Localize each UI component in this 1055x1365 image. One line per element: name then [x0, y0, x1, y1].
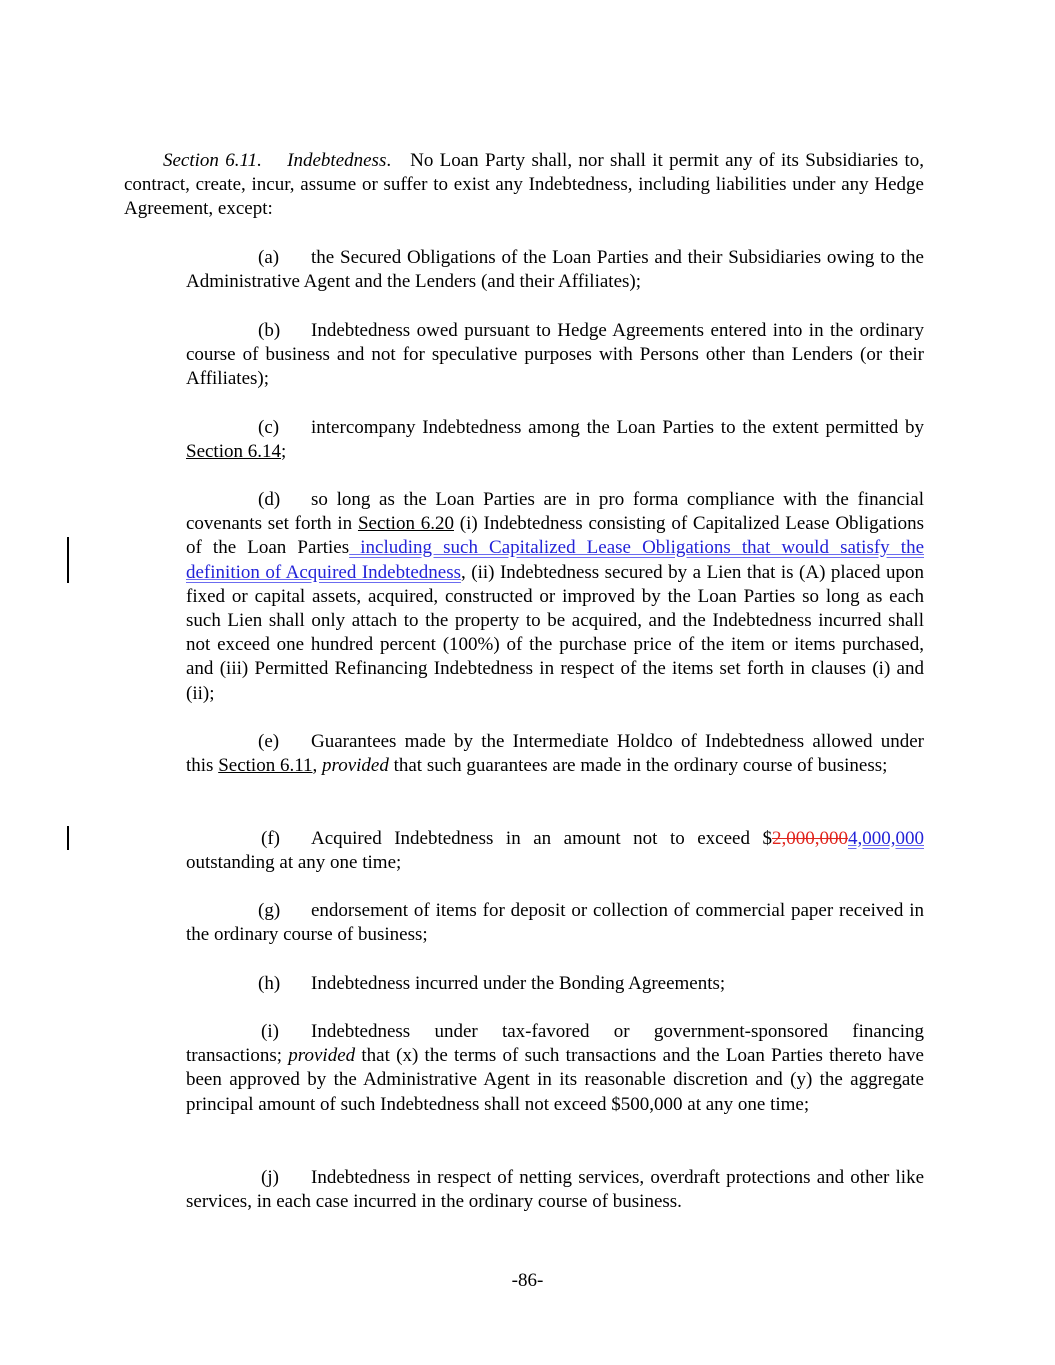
emphasis: provided [322, 755, 389, 777]
section-reference: Section 6.20 [357, 513, 454, 535]
clause-text: Acquired Indebtedness in an amount not to exceed $ [311, 828, 772, 849]
clause-text: outstanding at any one time; [186, 852, 402, 874]
clause-a [186, 246, 924, 294]
clause-j [186, 1166, 924, 1214]
clause-b [186, 319, 924, 392]
clause-text: Indebtedness owed pursuant to Hedge Agreements entered into in the ordinary course of business and not for speculative purposes with Persons other than Lenders (or their Affiliates); [186, 320, 924, 390]
inserted-text: including such Capitalized Lease Obligations that would satisfy the definition of Acquired Indebtedness [186, 537, 924, 583]
page-number: -86- [511, 1270, 544, 1291]
clause-c [186, 416, 924, 464]
clause-label: (g) [258, 900, 281, 921]
change-bar [67, 826, 69, 850]
section-reference: Section 6.11 [218, 755, 313, 777]
clause-label: (d) [258, 489, 281, 510]
clause-text: Guarantees made by the Intermediate Holdco of Indebtedness allowed under this [186, 731, 924, 777]
deleted-text: 2,000,000 [772, 828, 848, 849]
clause-text: that (x) the terms of such transactions and the Loan Parties thereto have been approved by the Administrative Agent in its reasonable discretion and (y) the aggregate principal amount of such Indebtedness shall not exceed $500,000 at any one time; [186, 1045, 924, 1115]
clause-h [186, 972, 924, 996]
clause-text: so long as the Loan Parties are in pro forma compliance with the financial covenants set forth in [186, 489, 924, 535]
section-heading-paragraph: Section 6.11. Indebtedness. No Loan Party shall, nor shall it permit any of its Subsidiaries to, contract, create, incur, assume or suffer to exist any Indebtedness, including liabilities under any Hedge Agreement, except: [124, 150, 925, 220]
clause-label: (c) [258, 417, 280, 438]
clause-f [186, 827, 924, 875]
section-number: Section 6.11. [163, 150, 262, 171]
clause-label: (f) [261, 828, 280, 849]
clause-d [186, 488, 924, 706]
clause-text: that such guarantees are made in the ordinary course of business; [388, 755, 888, 777]
clause-i [186, 1020, 924, 1117]
clause-label: (h) [258, 973, 281, 994]
clause-text: , [312, 755, 322, 777]
section-title: Indebtedness [287, 150, 387, 171]
clause-text: Indebtedness under tax-favored or government-sponsored financing transactions; [186, 1021, 924, 1067]
clause-label: (b) [258, 320, 281, 341]
clause-text: (i) Indebtedness consisting of Capitalized Lease Obligations of the Loan Parties [186, 513, 924, 559]
emphasis: provided [288, 1045, 356, 1067]
change-bar [67, 537, 69, 583]
inserted-text: 4,000,000 [848, 828, 924, 849]
section-text: No Loan Party shall, nor shall it permit any of its Subsidiaries to, contract, create, incur, assume or suffer to exist any Indebtedness, including liabilities under any Hedge Agreement, except: [124, 150, 925, 220]
clause-e [186, 730, 924, 778]
clause-text: the Secured Obligations of the Loan Parties and their Subsidiaries owing to the Administrative Agent and the Lenders (and their Affiliates); [186, 247, 924, 293]
clause-label: (a) [258, 247, 280, 268]
clause-text: intercompany Indebtedness among the Loan Parties to the extent permitted by [311, 417, 924, 438]
clause-text: , (ii) Indebtedness secured by a Lien that is (A) placed upon fixed or capital assets, acquired, constructed or improved by the Loan Parties so long as each such Lien shall only attach to the property to be acquired, and the Indebtedness incurred shall not exceed one hundred percent (100%) of the purchase price of the item or items purchased, and (iii) Permitted Refinancing Indebtedness in respect of the items set forth in clauses (i) and (ii); [186, 561, 925, 704]
clause-text: endorsement of items for deposit or collection of commercial paper received in the ordinary course of business; [186, 900, 924, 946]
clause-g [186, 899, 924, 947]
clause-text: Indebtedness in respect of netting services, overdraft protections and other like services, in each case incurred in the ordinary course of business. [186, 1167, 924, 1213]
clause-label: (j) [261, 1167, 279, 1188]
clause-label: (e) [258, 731, 280, 752]
clause-text: Indebtedness incurred under the Bonding Agreements; [311, 973, 726, 994]
section-reference: Section 6.14 [186, 441, 281, 463]
clause-text: ; [281, 441, 287, 463]
clause-label: (i) [261, 1021, 279, 1042]
